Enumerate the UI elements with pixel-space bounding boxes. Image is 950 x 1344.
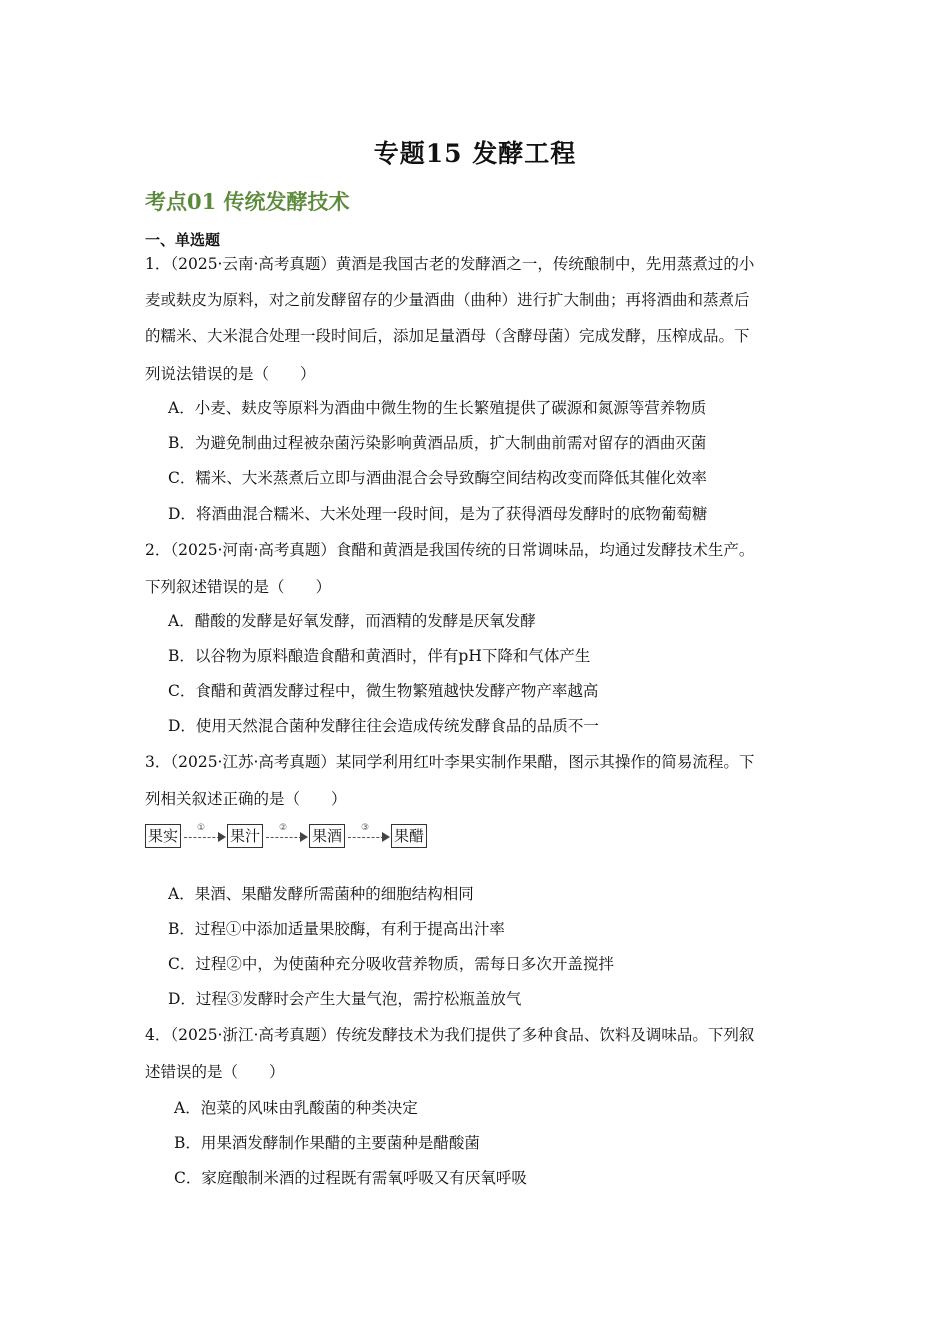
flow-step-juice: 果汁 — [227, 824, 263, 848]
question-1-line: 1．（2025·云南·高考真题）黄酒是我国古老的发酵酒之一，传统酿制中，先用蒸煮过的小 — [145, 255, 755, 273]
question-4-option-c: C．家庭酿制米酒的过程既有需氧呼吸又有厌氧呼吸 — [174, 1169, 527, 1187]
process-flow-diagram — [145, 822, 427, 850]
question-4-line: 4．（2025·浙江·高考真题）传统发酵技术为我们提供了多种食品、饮料及调味品。下列叙 — [145, 1026, 755, 1044]
question-3-option-a: A．果酒、果醋发酵所需菌种的细胞结构相同 — [168, 885, 474, 903]
subsection-heading: 一、单选题 — [145, 231, 221, 249]
question-2-option-c: C．食醋和黄酒发酵过程中，微生物繁殖越快发酵产物产率越高 — [168, 682, 599, 700]
arrow-head-icon — [218, 832, 226, 842]
question-1-line: 的糯米、大米混合处理一段时间后，添加足量酒母（含酵母菌）完成发酵，压榨成品。下 — [145, 327, 750, 345]
question-1-option-a: A．小麦、麸皮等原料为酒曲中微生物的生长繁殖提供了碳源和氮源等营养物质 — [168, 399, 707, 417]
question-3-option-d: D．过程③发酵时会产生大量气泡，需拧松瓶盖放气 — [168, 990, 522, 1008]
question-1-line: 麦或麸皮为原料，对之前发酵留存的少量酒曲（曲种）进行扩大制曲；再将酒曲和蒸煮后 — [145, 291, 750, 309]
question-1-option-b: B．为避免制曲过程被杂菌污染影响黄酒品质，扩大制曲前需对留存的酒曲灭菌 — [168, 434, 707, 452]
question-1-option-d: D．将酒曲混合糯米、大米处理一段时间，是为了获得酒母发酵时的底物葡萄糖 — [168, 505, 708, 523]
question-3-line: 3．（2025·江苏·高考真题）某同学利用红叶李果实制作果醋，图示其操作的简易流程。下 — [145, 753, 755, 771]
flow-arrow-label: ③ — [361, 823, 370, 833]
arrow-shaft — [184, 837, 220, 838]
question-2-option-b: B．以谷物为原料酿造食醋和黄酒时，伴有pH下降和气体产生 — [168, 647, 591, 665]
arrow-shaft — [348, 837, 384, 838]
flow-step-wine: 果酒 — [309, 824, 345, 848]
flow-arrow — [182, 823, 226, 846]
question-4-line: 述错误的是（ ） — [145, 1063, 285, 1081]
arrow-head-icon — [300, 832, 308, 842]
question-2-line: 下列叙述错误的是（ ） — [145, 578, 332, 596]
question-2-option-a: A．醋酸的发酵是好氧发酵，而酒精的发酵是厌氧发酵 — [168, 612, 536, 630]
section-heading: 考点01 传统发酵技术 — [145, 189, 350, 214]
flow-arrow — [264, 823, 308, 846]
flow-arrow-label: ② — [279, 823, 288, 833]
flow-arrow — [346, 823, 390, 846]
arrow-head-icon — [382, 832, 390, 842]
question-3-line: 列相关叙述正确的是（ ） — [145, 790, 347, 808]
flow-arrow-label: ① — [197, 823, 206, 833]
question-3-option-b: B．过程①中添加适量果胶酶，有利于提高出汁率 — [168, 920, 505, 938]
flow-step-fruit: 果实 — [145, 824, 181, 848]
question-4-option-a: A．泡菜的风味由乳酸菌的种类决定 — [174, 1099, 418, 1117]
question-1-option-c: C．糯米、大米蒸煮后立即与酒曲混合会导致酶空间结构改变而降低其催化效率 — [168, 469, 707, 487]
question-3-option-c: C．过程②中，为使菌种充分吸收营养物质，需每日多次开盖搅拌 — [168, 955, 614, 973]
flow-step-vinegar: 果醋 — [391, 824, 427, 848]
question-1-line: 列说法错误的是（ ） — [145, 365, 316, 383]
question-2-option-d: D．使用天然混合菌种发酵往往会造成传统发酵食品的品质不一 — [168, 717, 599, 735]
arrow-shaft — [266, 837, 302, 838]
question-2-line: 2．（2025·河南·高考真题）食醋和黄酒是我国传统的日常调味品，均通过发酵技术生产。 — [145, 541, 755, 559]
question-4-option-b: B．用果酒发酵制作果醋的主要菌种是醋酸菌 — [174, 1134, 480, 1152]
page-title: 专题15 发酵工程 — [373, 139, 577, 168]
